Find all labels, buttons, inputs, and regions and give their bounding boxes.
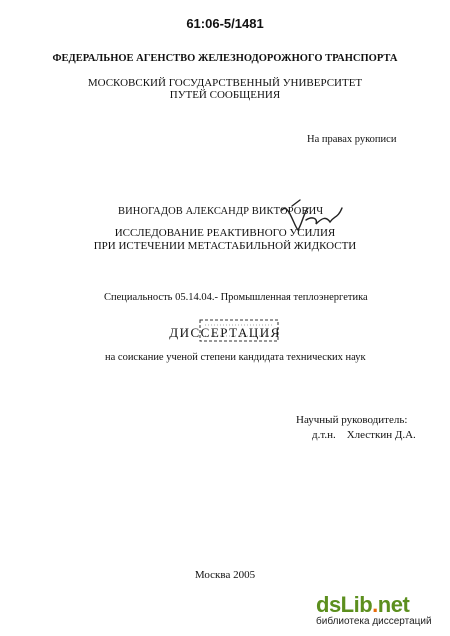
dslib-watermark (316, 592, 446, 632)
catalog-code: 61:06-5/1481 (186, 16, 264, 31)
author-name: ВИНОГАДОВ АЛЕКСАНДР ВИКТОРОВИЧ (118, 206, 324, 217)
city-year: Москва 2005 (194, 569, 256, 581)
specialty: Специальность 05.14.04.- Промышленная теплоэнергетика (104, 292, 368, 303)
watermark-subtitle: библиотека диссертаций (316, 616, 432, 627)
supervisor-label: Научный руководитель: (296, 414, 408, 426)
university-name-line1: МОСКОВСКИЙ ГОСУДАРСТВЕННЫЙ УНИВЕРСИТЕТ (87, 77, 363, 89)
rights-note: На правах рукописи (307, 134, 397, 145)
university-name-line2: ПУТЕЙ СООБЩЕНИЯ (169, 89, 281, 101)
supervisor-name: д.т.н. Хлесткин Д.А. (312, 429, 416, 441)
thesis-title-line2: ПРИ ИСТЕЧЕНИИ МЕТАСТАБИЛЬНОЙ ЖИДКОСТИ (93, 240, 357, 252)
thesis-title-line1: ИССЛЕДОВАНИЕ РЕАКТИВНОГО УСИЛИЯ (114, 227, 336, 239)
logo-dot: . (372, 592, 378, 617)
agency-name: ФЕДЕРАЛЬНОЕ АГЕНСТВО ЖЕЛЕЗНОДОРОЖНОГО ТРАНСПОРТА (52, 53, 398, 64)
logo-tld: net (377, 592, 410, 617)
logo-main: dsLib (316, 592, 373, 617)
degree-line: на соискание ученой степени кандидата технических наук (105, 352, 366, 363)
document-type: ДИССЕРТАЦИЯ (169, 325, 281, 340)
dslib-logo (316, 592, 409, 618)
